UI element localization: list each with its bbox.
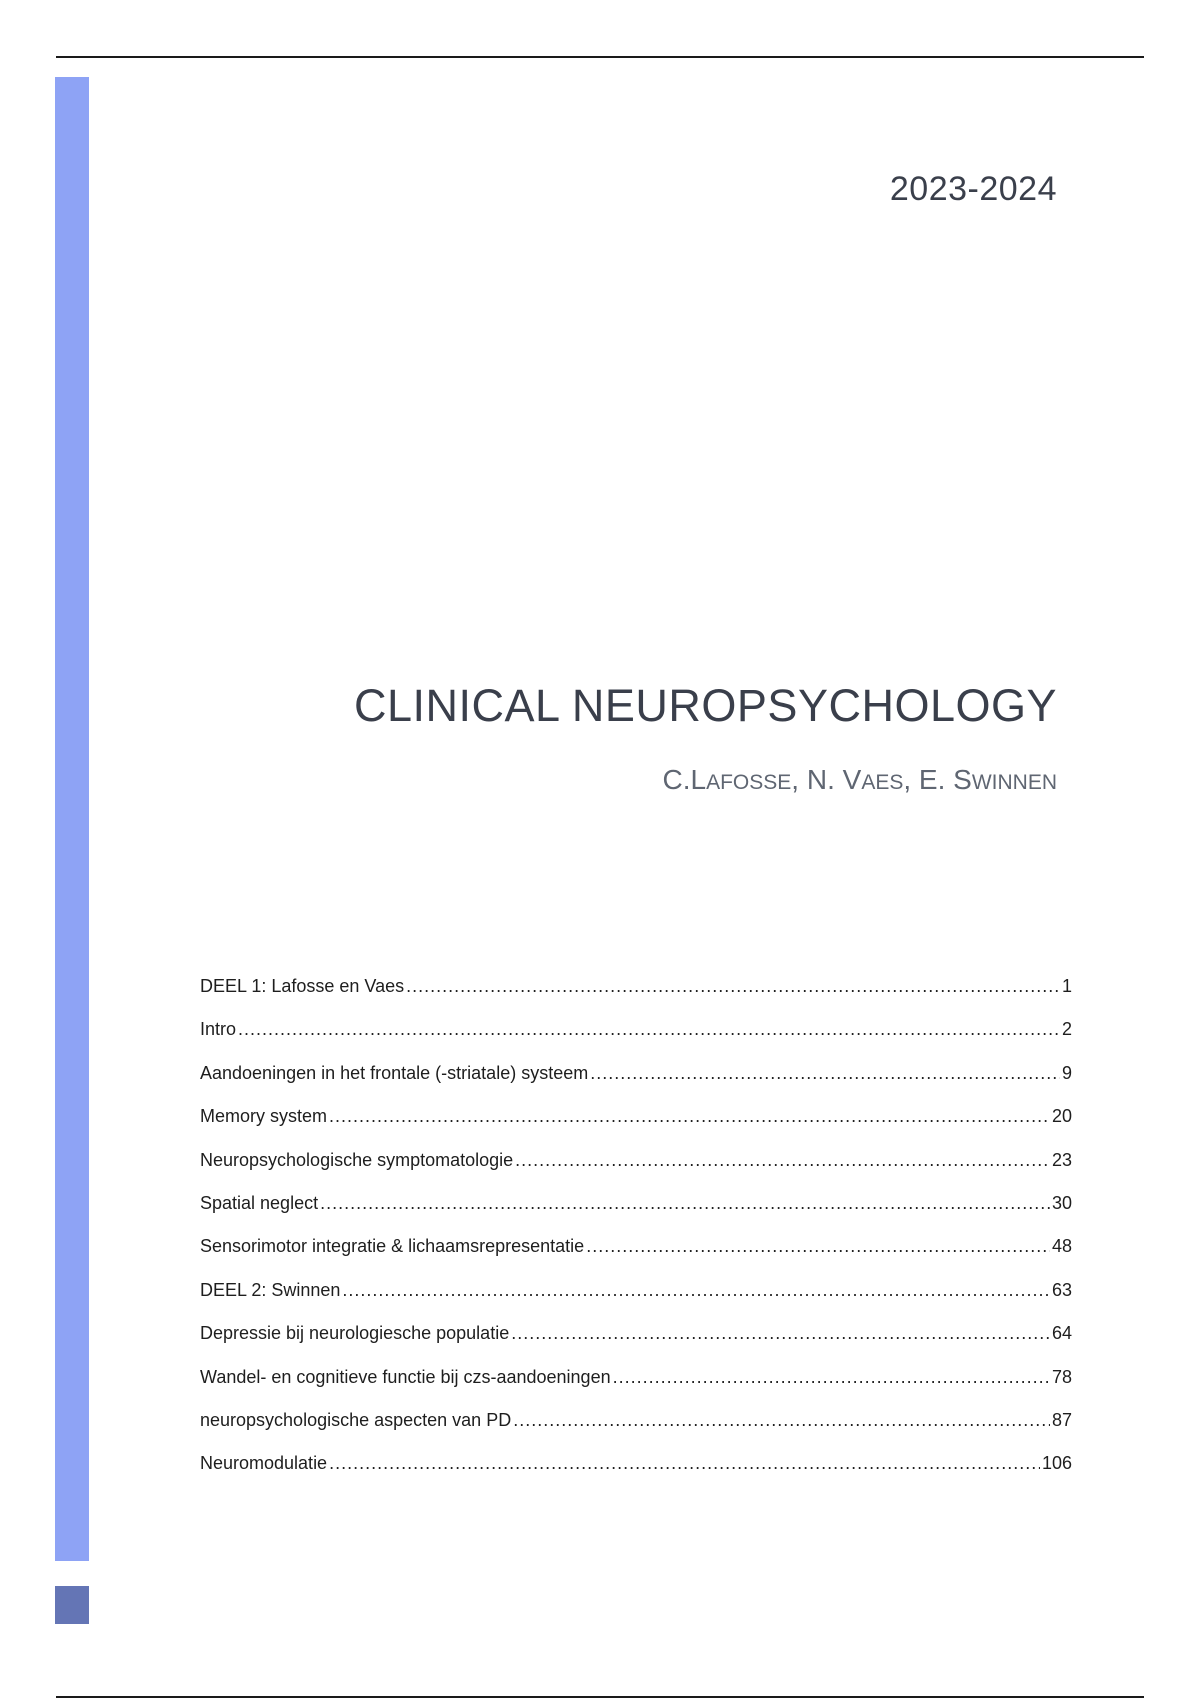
- toc-entry-label: Sensorimotor integratie & lichaamsrepresentatie: [200, 1236, 585, 1257]
- bottom-rule: [56, 1696, 1144, 1698]
- toc-entry-label: Aandoeningen in het frontale (-striatale) systeem: [200, 1062, 589, 1083]
- toc-leader-dots: [406, 976, 1060, 997]
- toc-entry-page: 78: [1051, 1366, 1072, 1387]
- toc-entry-page: 87: [1051, 1409, 1072, 1430]
- author-3: E. SWINNEN: [918, 764, 1057, 795]
- toc-leader-dots: [329, 1453, 1040, 1474]
- toc-entry-label: neuropsychologische aspecten van PD: [200, 1409, 512, 1430]
- toc-entry[interactable]: [200, 1367, 1072, 1410]
- top-rule: [56, 56, 1144, 58]
- toc-entry-page: 64: [1051, 1323, 1072, 1344]
- toc-leader-dots: [586, 1236, 1050, 1257]
- toc-entry-page: 9: [1061, 1062, 1072, 1083]
- toc-leader-dots: [515, 1150, 1050, 1171]
- toc-leader-dots: [320, 1193, 1050, 1214]
- toc-leader-dots: [329, 1106, 1050, 1127]
- toc-entry-page: 20: [1051, 1106, 1072, 1127]
- toc-entry-page: 23: [1051, 1149, 1072, 1170]
- toc-entry-label: DEEL 1: Lafosse en Vaes: [200, 976, 405, 996]
- toc-leader-dots: [511, 1323, 1050, 1344]
- toc-leader-dots: [590, 1063, 1060, 1084]
- toc-entry-page: 106: [1041, 1453, 1072, 1474]
- toc-entry-label: Wandel- en cognitieve functie bij czs-aandoeningen: [200, 1366, 611, 1387]
- toc-entry[interactable]: [200, 1106, 1072, 1149]
- toc-entry-page: 63: [1051, 1279, 1072, 1300]
- toc-entry[interactable]: [200, 1193, 1072, 1236]
- toc-leader-dots: [513, 1410, 1050, 1431]
- toc-leader-dots: [342, 1280, 1050, 1301]
- side-accent-block: [55, 1586, 89, 1624]
- toc-entry-label: DEEL 2: Swinnen: [200, 1279, 341, 1300]
- toc-entry[interactable]: [200, 1323, 1072, 1366]
- toc-entry[interactable]: [200, 1280, 1072, 1323]
- toc-entry-page: 48: [1051, 1236, 1072, 1257]
- author-1: C.LAFOSSE,: [662, 764, 807, 795]
- toc-entry-page: 2: [1061, 1019, 1072, 1040]
- toc-entry-label: Neuropsychologische symptomatologie: [200, 1149, 514, 1170]
- side-accent-bar: [55, 77, 89, 1561]
- toc-entry[interactable]: [200, 1236, 1072, 1279]
- toc-entry[interactable]: [200, 1150, 1072, 1193]
- author-2: N. VAES,: [806, 764, 919, 795]
- toc-entry-page: 30: [1051, 1192, 1072, 1213]
- toc-leader-dots: [613, 1367, 1050, 1388]
- authors-line: [663, 764, 1058, 796]
- document-title: CLINICAL NEUROPSYCHOLOGY: [354, 680, 1057, 731]
- toc-entry[interactable]: [200, 976, 1072, 1019]
- toc-entry[interactable]: [200, 1410, 1072, 1453]
- table-of-contents: [200, 976, 1072, 1497]
- toc-entry-page: 1: [1061, 976, 1072, 996]
- academic-year: 2023-2024: [889, 170, 1057, 208]
- toc-entry[interactable]: [200, 1019, 1072, 1062]
- toc-entry-label: Depressie bij neurologiesche populatie: [200, 1323, 510, 1344]
- toc-entry[interactable]: [200, 1063, 1072, 1106]
- toc-entry[interactable]: [200, 1453, 1072, 1496]
- toc-entry-label: Intro: [200, 1019, 237, 1040]
- toc-entry-label: Memory system: [200, 1106, 328, 1127]
- toc-entry-label: Neuromodulatie: [200, 1453, 328, 1474]
- toc-leader-dots: [238, 1019, 1060, 1040]
- toc-entry-label: Spatial neglect: [200, 1192, 319, 1213]
